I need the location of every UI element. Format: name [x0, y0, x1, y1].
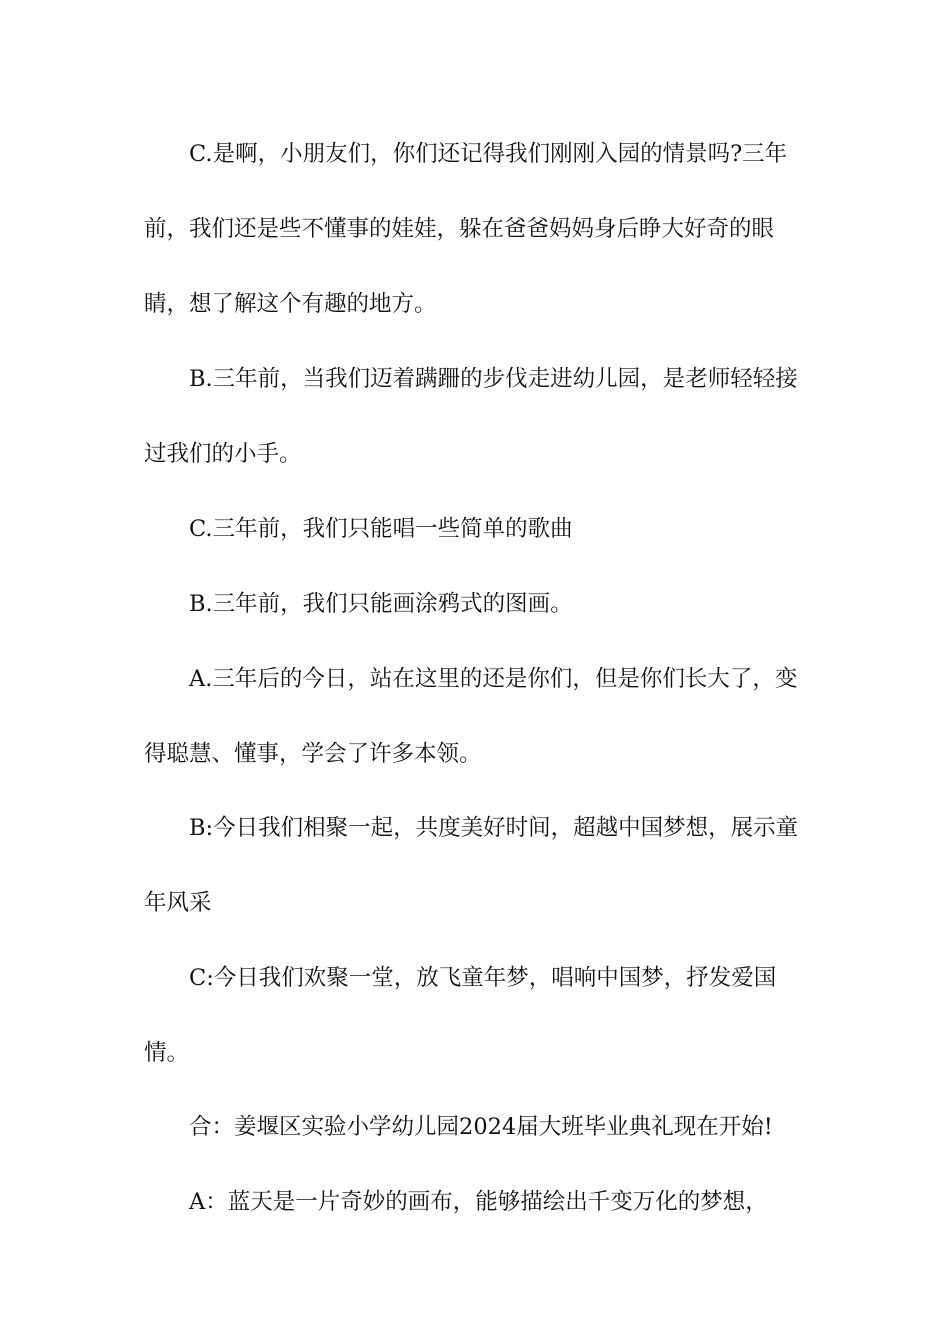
paragraph-4-text: B.三年前，我们只能画涂鸦式的图画。 — [189, 591, 573, 617]
paragraph-6 — [144, 791, 808, 941]
paragraph-8-text: 合：姜堰区实验小学幼儿园2024届大班毕业典礼现在开始! — [189, 1114, 773, 1140]
paragraph-3 — [144, 492, 808, 567]
paragraph-3-text: C.三年前，我们只能唱一些简单的歌曲 — [189, 516, 573, 542]
paragraph-4 — [144, 567, 808, 642]
paragraph-1 — [144, 117, 808, 342]
paragraph-2-text: B.三年前，当我们迈着蹒跚的步伐走进幼儿园，是老师轻轻接过我们的小手。 — [144, 366, 798, 467]
paragraph-2 — [144, 342, 808, 492]
paragraph-5 — [144, 642, 808, 792]
paragraph-9 — [144, 1165, 808, 1240]
paragraph-9-text: A：蓝天是一片奇妙的画布，能够描绘出千变万化的梦想， — [189, 1189, 768, 1215]
paragraph-8 — [144, 1090, 808, 1165]
paragraph-1-text: C.是啊，小朋友们，你们还记得我们刚刚入园的情景吗?三年前，我们还是些不懂事的娃娃，躲在爸爸妈妈身后睁大好奇的眼睛，想了解这个有趣的地方。 — [144, 141, 788, 317]
paragraph-7-text: C:今日我们欢聚一堂，放飞童年梦，唱响中国梦，抒发爱国情。 — [144, 965, 777, 1066]
paragraph-7 — [144, 941, 808, 1091]
paragraph-5-text: A.三年后的今日，站在这里的还是你们，但是你们长大了，变得聪慧、懂事，学会了许多本领。 — [144, 666, 798, 767]
paragraph-6-text: B:今日我们相聚一起，共度美好时间，超越中国梦想，展示童年风采 — [144, 815, 799, 916]
